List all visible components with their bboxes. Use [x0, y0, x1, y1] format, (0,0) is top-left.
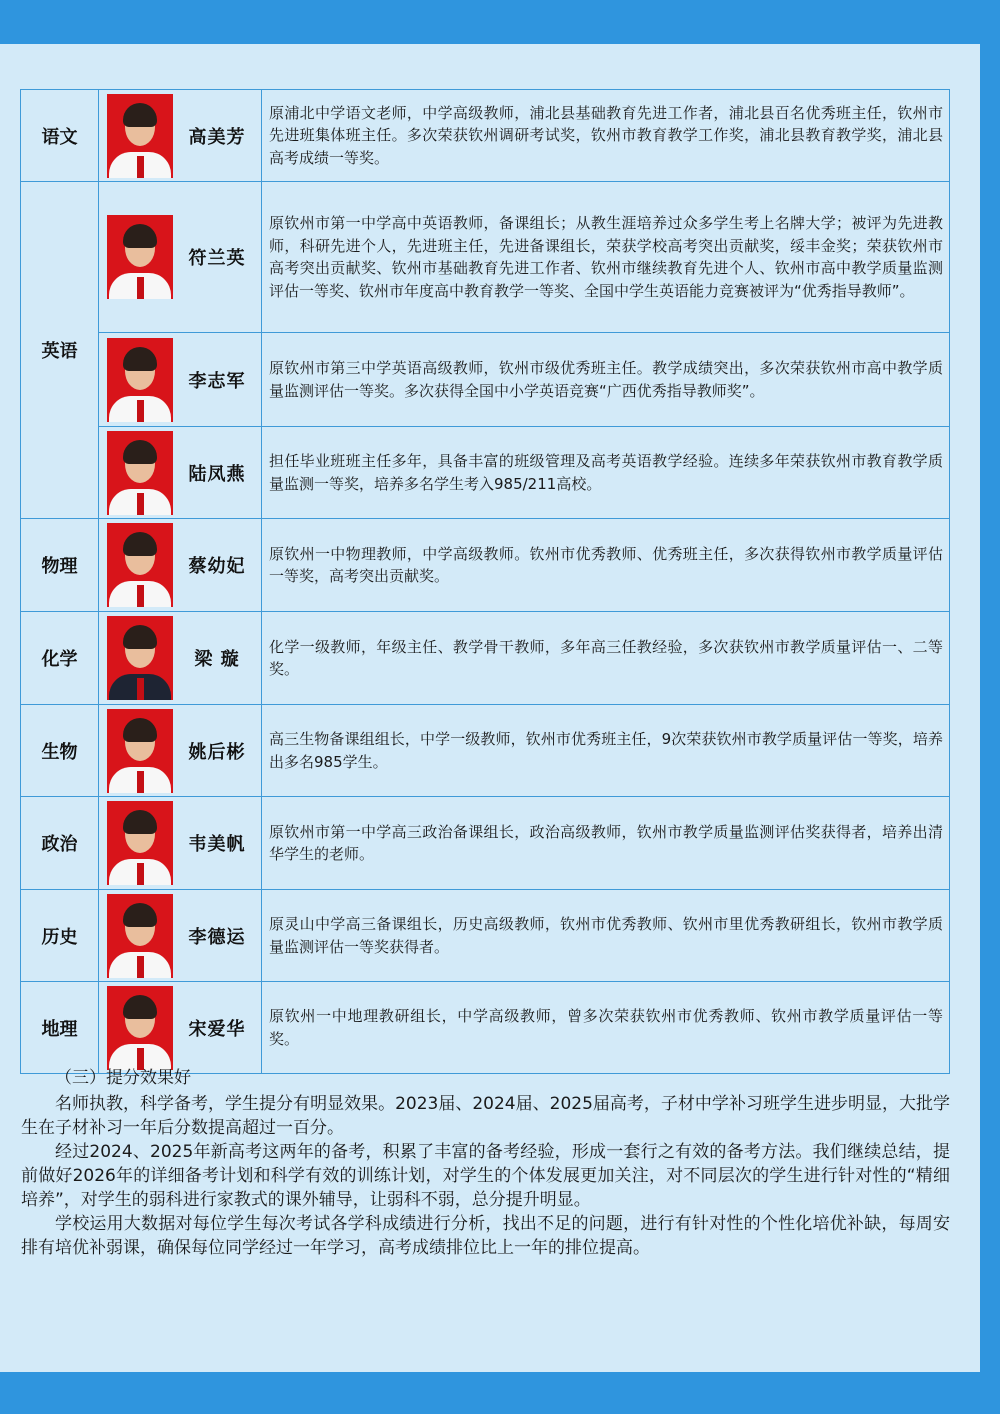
- teacher-description: 化学一级教师，年级主任、教学骨干教师，多年高三任教经验，多次获钦州市教学质量评估一、二等奖。: [262, 612, 950, 705]
- teacher-photo: [107, 986, 173, 1070]
- teacher-name: 韦美帆: [188, 834, 246, 855]
- subject-cell: 英语: [21, 182, 99, 519]
- table-row: [21, 982, 950, 1074]
- table-row: [21, 890, 950, 982]
- teacher-name: 符兰英: [188, 248, 246, 269]
- teacher-name: 宋爱华: [188, 1018, 246, 1040]
- section-heading: （三）提分效果好: [55, 1068, 191, 1088]
- teacher-cell: [99, 797, 262, 890]
- teacher-photo: [107, 431, 173, 515]
- teacher-photo: [107, 523, 173, 607]
- teacher-name: 李德运: [188, 926, 246, 948]
- teacher-name: 高美芳: [188, 126, 246, 148]
- teacher-name: 陆凤燕: [188, 463, 246, 485]
- paragraph: 经过2024、2025年新高考这两年的备考，积累了丰富的备考经验，形成一套行之有效的备考方法。我们继续总结，提前做好2026年的详细备考计划和科学有效的训练计划，对学生的个体发展更加关注，对不同层次的学生进行针对性的“精细培养”，对学生的弱科进行家教式的课外辅导，让弱科不弱，总分提升明显。: [21, 1142, 950, 1210]
- table-row: [21, 90, 950, 182]
- table-row: [21, 705, 950, 797]
- section-text: [21, 1066, 950, 1260]
- teacher-cell: [99, 182, 262, 333]
- teacher-cell: [99, 519, 262, 612]
- subject-cell: 物理: [21, 519, 99, 612]
- subject-cell: 语文: [21, 90, 99, 182]
- teacher-cell: [99, 612, 262, 705]
- teacher-description: 原浦北中学语文老师，中学高级教师，浦北县基础教育先进工作者，浦北县百名优秀班主任，钦州市先进班集体班主任。多次荣获钦州调研考试奖，钦州市教育教学工作奖，浦北县教育教学奖，浦北县高考成绩一等奖。: [262, 90, 950, 182]
- teacher-description: 原钦州市第三中学英语高级教师，钦州市级优秀班主任。教学成绩突出，多次荣获钦州市高中教学质量监测评估一等奖。多次获得全国中小学英语竞赛“广西优秀指导教师奖”。: [262, 333, 950, 427]
- subject-cell: 化学: [21, 612, 99, 705]
- paragraph: 学校运用大数据对每位学生每次考试各学科成绩进行分析，找出不足的问题，进行有针对性的个性化培优补缺，每周安排有培优补弱课，确保每位同学经过一年学习，高考成绩排位比上一年的排位提高。: [21, 1214, 950, 1258]
- teacher-cell: [99, 890, 262, 982]
- teacher-cell: [99, 90, 262, 182]
- teacher-photo: [107, 338, 173, 422]
- teacher-description: 担任毕业班班主任多年，具备丰富的班级管理及高考英语教学经验。连续多年荣获钦州市教育教学质量监测一等奖，培养多名学生考入985/211高校。: [262, 427, 950, 519]
- teacher-description: 原钦州一中地理教研组长，中学高级教师，曾多次荣获钦州市优秀教师、钦州市教学质量评估一等奖。: [262, 982, 950, 1074]
- table-row: [21, 427, 950, 519]
- teacher-description: 原钦州一中物理教师，中学高级教师。钦州市优秀教师、优秀班主任，多次获得钦州市教学质量评估一等奖，高考突出贡献奖。: [262, 519, 950, 612]
- teacher-name: 梁 璇: [194, 649, 240, 670]
- teacher-photo: [107, 94, 173, 178]
- teacher-name: 李志军: [188, 370, 246, 392]
- table-row: [21, 797, 950, 890]
- table-row: [21, 182, 950, 333]
- teacher-cell: [99, 427, 262, 519]
- teacher-description: 原钦州市第一中学高三政治备课组长，政治高级教师，钦州市教学质量监测评估奖获得者，培养出清华学生的老师。: [262, 797, 950, 890]
- teacher-photo: [107, 894, 173, 978]
- teacher-cell: [99, 333, 262, 427]
- teacher-cell: [99, 982, 262, 1074]
- table-row: [21, 612, 950, 705]
- subject-cell: 政治: [21, 797, 99, 890]
- table-row: [21, 333, 950, 427]
- teacher-photo: [107, 215, 173, 299]
- teacher-description: 原钦州市第一中学高中英语教师，备课组长；从教生涯培养过众多学生考上名牌大学；被评为先进教师，科研先进个人，先进班主任，先进备课组长，荣获学校高考突出贡献奖，绥丰金奖；荣获钦州市高考突出贡献奖、钦州市基础教育先进工作者、钦州市继续教育先进个人、钦州市高中教学质量监测评估一等奖、钦州市年度高中教育教学一等奖、全国中学生英语能力竞赛被评为“优秀指导教师”。: [262, 182, 950, 333]
- teacher-name: 蔡幼妃: [188, 556, 246, 577]
- teacher-table: [20, 89, 950, 1074]
- teacher-name: 姚后彬: [188, 741, 246, 763]
- teacher-photo: [107, 801, 173, 885]
- subject-cell: 历史: [21, 890, 99, 982]
- subject-cell: 生物: [21, 705, 99, 797]
- teacher-photo: [107, 616, 173, 700]
- table-row: [21, 519, 950, 612]
- subject-cell: 地理: [21, 982, 99, 1074]
- teacher-description: 原灵山中学高三备课组长，历史高级教师，钦州市优秀教师、钦州市里优秀教研组长，钦州市教学质量监测评估一等奖获得者。: [262, 890, 950, 982]
- paragraph: 名师执教，科学备考，学生提分有明显效果。2023届、2024届、2025届高考，子材中学补习班学生进步明显，大批学生在子材补习一年后分数提高超过一百分。: [21, 1094, 950, 1138]
- teacher-photo: [107, 709, 173, 793]
- teacher-cell: [99, 705, 262, 797]
- teacher-description: 高三生物备课组组长，中学一级教师，钦州市优秀班主任，9次荣获钦州市教学质量评估一等奖，培养出多名985学生。: [262, 705, 950, 797]
